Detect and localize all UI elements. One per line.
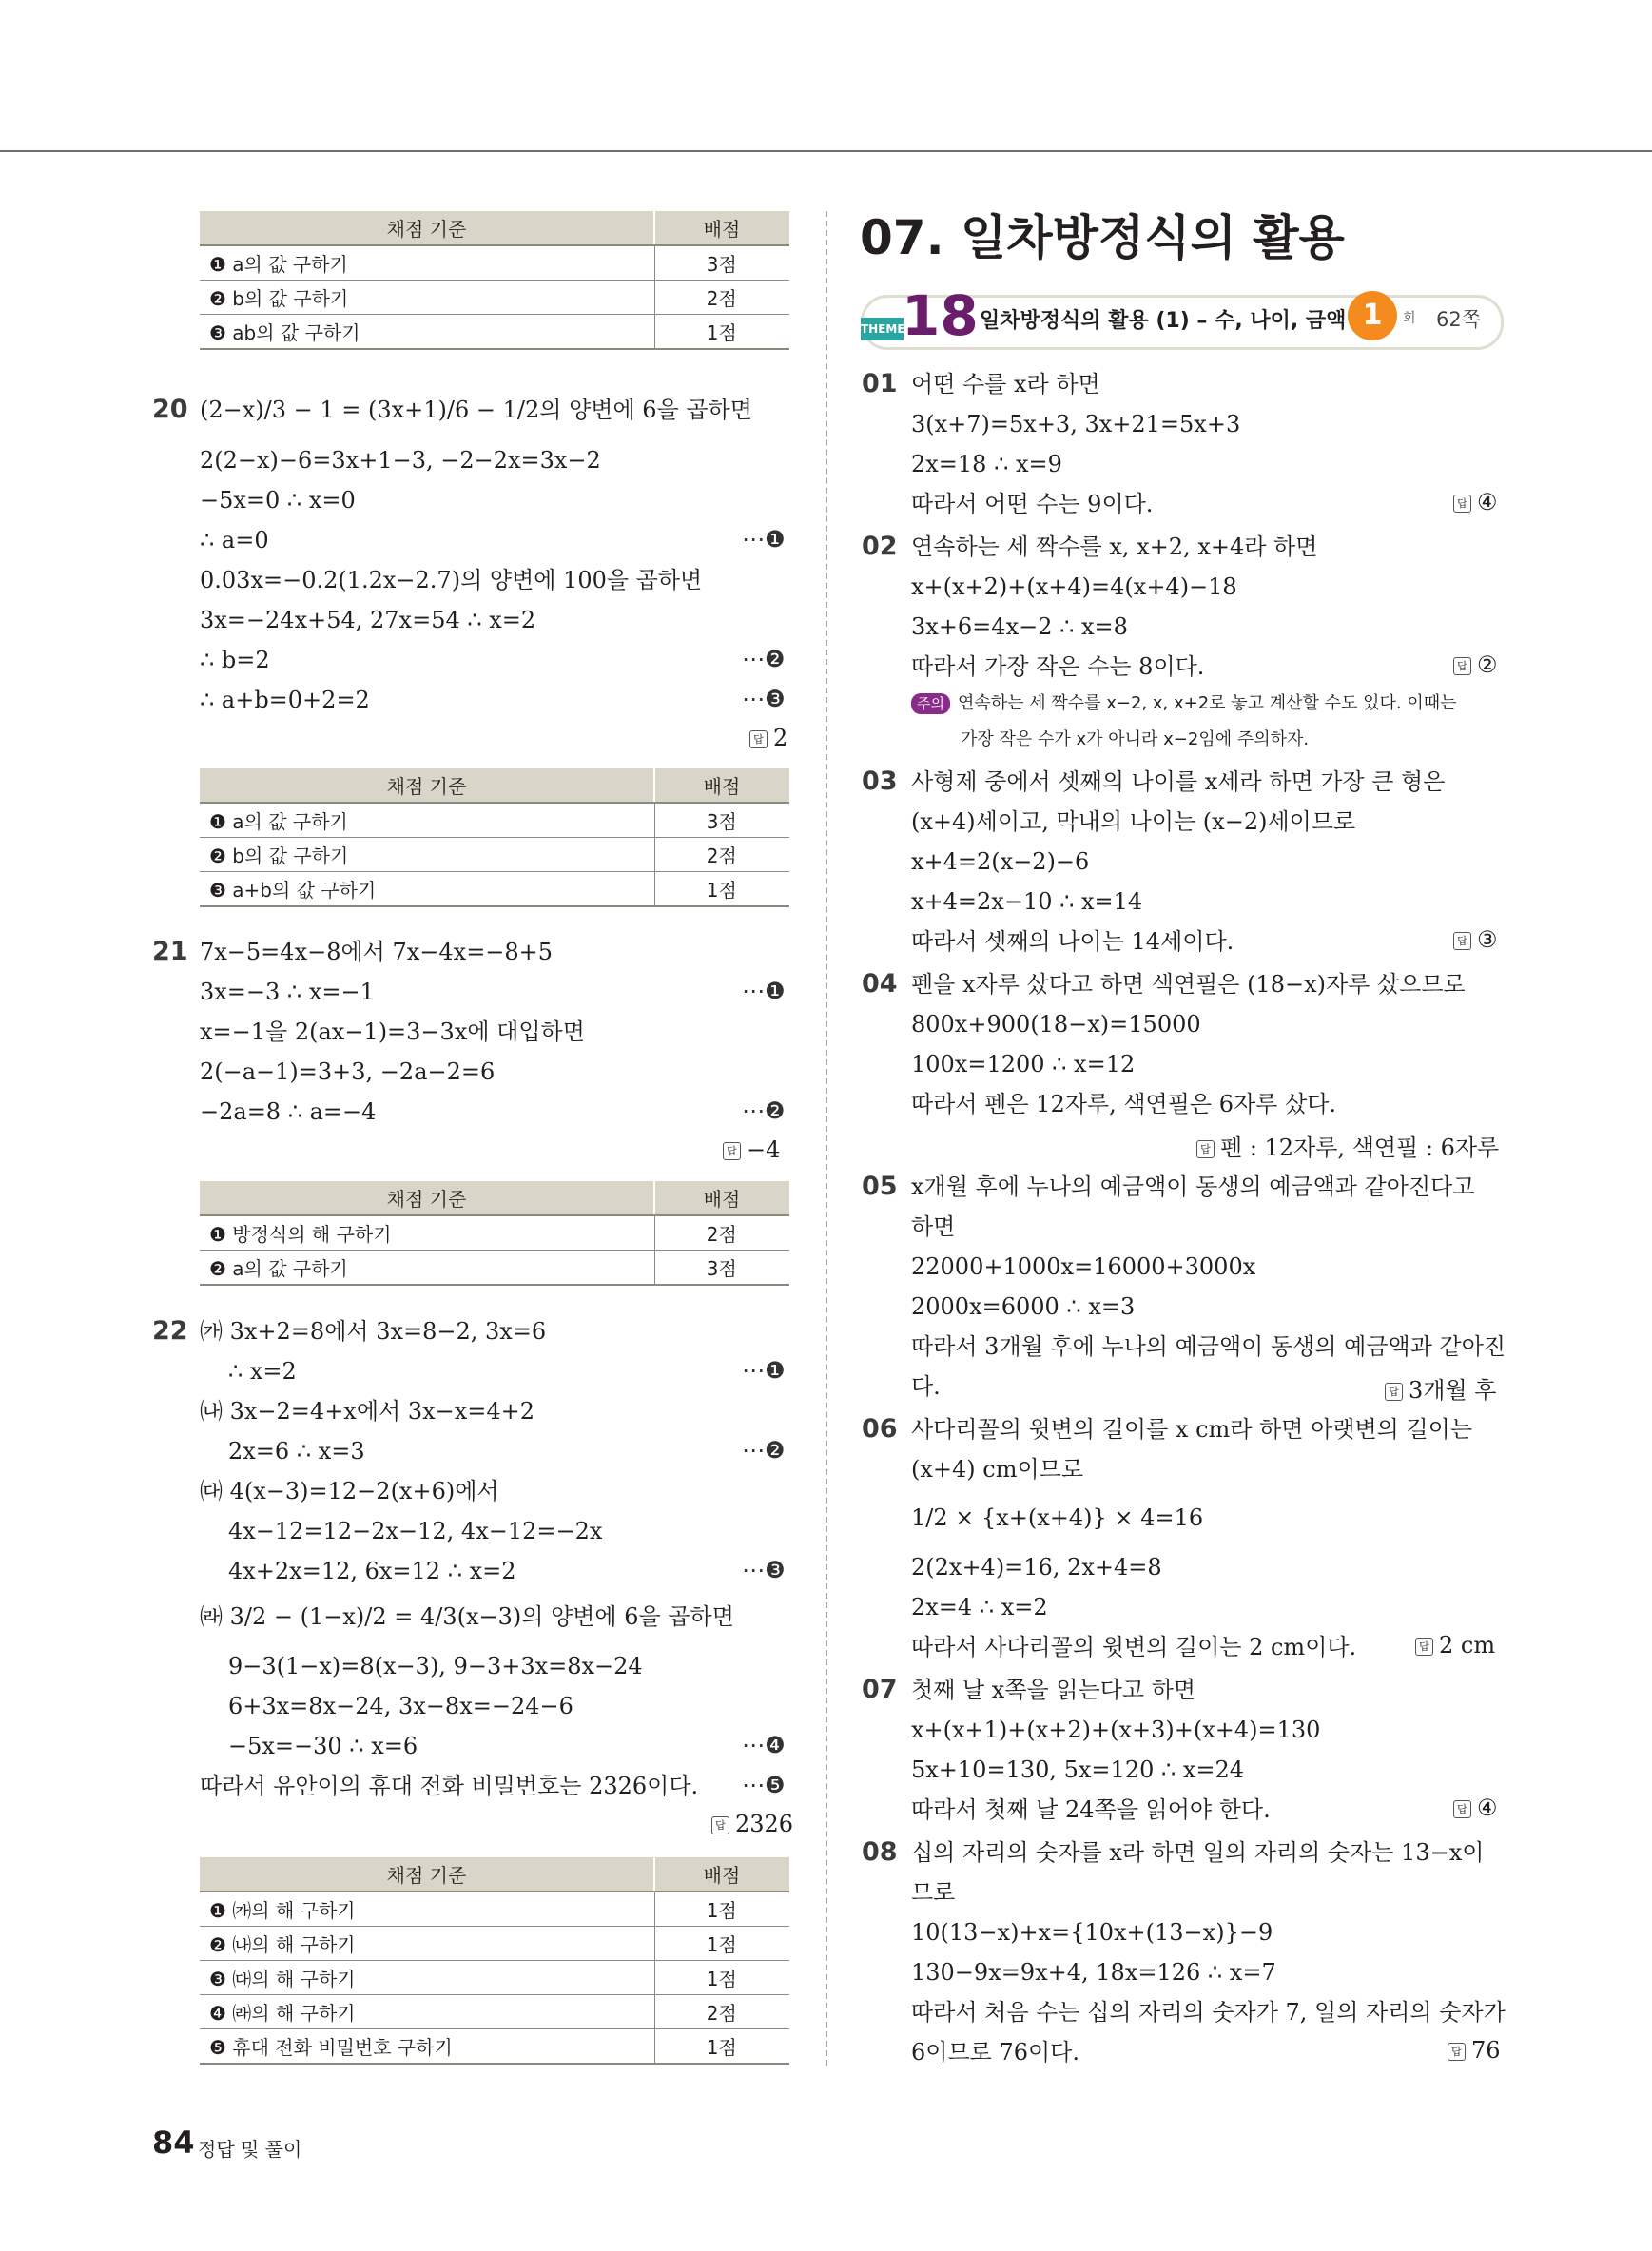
solution-line: 7x−5=4x−8에서 7x−4x=−8+5 [200, 939, 554, 965]
solution-line: 십의 자리의 숫자를 x라 하면 일의 자리의 숫자는 13−x이 [911, 1839, 1485, 1866]
solution-line: 2(2x+4)=16, 2x+4=8 [911, 1554, 1162, 1581]
solution-line: 800x+900(18−x)=15000 [911, 1011, 1201, 1038]
solution-line: −2a=8 ∴ a=−4 [200, 1098, 377, 1125]
solution-line: x+4=2(x−2)−6 [911, 848, 1090, 875]
solution-line: ㈑ 3/2 − (1−x)/2 = 4/3(x−3)의 양변에 6을 곱하면 [200, 1603, 734, 1630]
solution-line: x+(x+1)+(x+2)+(x+3)+(x+4)=130 [911, 1717, 1321, 1743]
solution-line: x=−1을 2(ax−1)=3−3x에 대입하면 [200, 1019, 585, 1045]
grade-header-criteria: 채점 기준 [200, 211, 654, 245]
step-mark: ⋯❸ [742, 1557, 786, 1583]
answer: 답 ④ [1453, 1795, 1498, 1821]
grade-table-19 [200, 211, 789, 350]
solution-line: 3x=−24x+54, 27x=54 ∴ x=2 [200, 607, 536, 633]
solution-line: 2x=4 ∴ x=2 [911, 1594, 1048, 1620]
step-mark: ⋯❹ [742, 1732, 786, 1758]
solution-line: ∴ a=0 [200, 527, 269, 553]
solution-line: 4x−12=12−2x−12, 4x−12=−2x [228, 1518, 603, 1544]
problem-number-08: 08 [862, 1837, 898, 1867]
solution-line: x개월 후에 누나의 예금액이 동생의 예금액과 같아진다고 [911, 1174, 1475, 1200]
table-row: ❶ 방정식의 해 구하기 2점 [200, 1215, 789, 1251]
solution-line: 따라서 펜은 12자루, 색연필은 6자루 샀다. [911, 1091, 1336, 1117]
solution-line: 따라서 어떤 수는 9이다. [911, 491, 1154, 517]
step-mark: ⋯❶ [742, 1357, 786, 1384]
solution-line: 2(2−x)−6=3x+1−3, −2−2x=3x−2 [200, 447, 601, 474]
table-row: ❶ a의 값 구하기 3점 [200, 245, 789, 281]
solution-line: 따라서 첫째 날 24쪽을 읽어야 한다. [911, 1796, 1271, 1823]
solution-line: ∴ b=2 [200, 647, 270, 673]
solution-line: ㈐ 4(x−3)=12−2(x+6)에서 [200, 1478, 499, 1504]
solution-line: 9−3(1−x)=8(x−3), 9−3+3x=8x−24 [228, 1653, 643, 1679]
solution-line: (x+4) cm이므로 [911, 1456, 1084, 1483]
answer-icon: 답 [749, 730, 768, 748]
solution-line: 하면 [911, 1213, 956, 1240]
solution-line: 사다리꼴의 윗변의 길이를 x cm라 하면 아랫변의 길이는 [911, 1416, 1472, 1443]
solution-line: 22000+1000x=16000+3000x [911, 1253, 1256, 1280]
solution-line: 5x+10=130, 5x=120 ∴ x=24 [911, 1756, 1245, 1783]
table-row: ❷ b의 값 구하기 2점 [200, 838, 789, 872]
solution-line: 따라서 처음 수는 십의 자리의 숫자가 7, 일의 자리의 숫자가 [911, 1999, 1506, 2026]
answer: 답 2326 [711, 1811, 793, 1837]
page-number: 84 [152, 2125, 195, 2161]
solution-line: 2(−a−1)=3+3, −2a−2=6 [200, 1058, 496, 1085]
theme-title: 일차방정식의 활용 (1) – 수, 나이, 금액 [980, 309, 1347, 333]
solution-line: 사형제 중에서 셋째의 나이를 x세라 하면 가장 큰 형은 [911, 768, 1446, 795]
solution-line: 130−9x=9x+4, 18x=126 ∴ x=7 [911, 1959, 1276, 1986]
solution-line: 3x+6=4x−2 ∴ x=8 [911, 613, 1128, 640]
table-row: ❸ ab의 값 구하기 1점 [200, 315, 789, 350]
solution-line: ∴ x=2 [228, 1358, 297, 1385]
footer-label: 정답 및 풀이 [198, 2138, 302, 2161]
step-mark: ⋯❸ [742, 686, 786, 712]
solution-line: 따라서 사다리꼴의 윗변의 길이는 2 cm이다. [911, 1634, 1357, 1660]
step-mark: ⋯❺ [742, 1772, 786, 1798]
solution-line: 어떤 수를 x라 하면 [911, 371, 1100, 398]
solution-line: −5x=0 ∴ x=0 [200, 487, 356, 514]
grade-header-score: 배점 [654, 211, 789, 245]
solution-line: x+(x+2)+(x+4)=4(x+4)−18 [911, 573, 1237, 600]
round-badge: 1 [1348, 291, 1397, 340]
problem-number-03: 03 [862, 767, 898, 796]
table-row: ❶ a의 값 구하기 3점 [200, 803, 789, 838]
table-row: ❹ ㈑의 해 구하기 2점 [200, 1995, 789, 2029]
grade-table-21: 채점 기준 배점 ❶ 방정식의 해 구하기 2점 ❷ a의 값 구하기 3점 [200, 1181, 789, 1286]
answer: 답 2 [749, 725, 787, 751]
solution-line: 3x=−3 ∴ x=−1 [200, 979, 375, 1005]
table-row: ❶ ㈎의 해 구하기 1점 [200, 1892, 789, 1927]
problem-number-05: 05 [862, 1172, 898, 1201]
solution-line: ∴ a+b=0+2=2 [200, 687, 370, 713]
caution-note: 주의 연속하는 세 짝수를 x−2, x, x+2로 놓고 계산할 수도 있다. 이때는 [911, 689, 1457, 719]
solution-line: 2x=6 ∴ x=3 [228, 1438, 365, 1465]
grade-table-22: 채점 기준 배점 ❶ ㈎의 해 구하기 1점 ❷ ㈏의 해 구하기 1점 ❸ ㈐의 해 구하기 1점 ❹ ㈑의 해 구하기 2점 ❺ 휴대 전화 비밀번호 구하기 1점 [200, 1857, 789, 2065]
solution-line: 다. [911, 1373, 941, 1400]
solution-line: ㈎ 3x+2=8에서 3x=8−2, 3x=6 [200, 1318, 547, 1345]
problem-number-21: 21 [152, 937, 188, 966]
caution-note: 가장 작은 수가 x가 아니라 x−2임에 주의하자. [961, 729, 1310, 749]
chapter-title: 07. 일차방정식의 활용 [860, 210, 1345, 265]
theme-tag: THEME [861, 318, 904, 340]
table-row: ❸ ㈐의 해 구하기 1점 [200, 1961, 789, 1995]
solution-line: 므로 [911, 1879, 956, 1906]
solution-line: −5x=−30 ∴ x=6 [228, 1733, 418, 1759]
theme-number: 18 [902, 283, 979, 348]
problem-number-04: 04 [862, 969, 898, 999]
solution-line: (x+4)세이고, 막내의 나이는 (x−2)세이므로 [911, 808, 1356, 835]
table-row: ❷ b의 값 구하기 2점 [200, 281, 789, 315]
step-mark: ⋯❷ [742, 1097, 786, 1124]
step-mark: ⋯❷ [742, 646, 786, 672]
answer: 답 ② [1453, 651, 1498, 678]
answer: 답 펜 : 12자루, 색연필 : 6자루 [1196, 1129, 1499, 1162]
solution-line: 연속하는 세 짝수를 x, x+2, x+4라 하면 [911, 534, 1318, 560]
solution-line: 100x=1200 ∴ x=12 [911, 1051, 1136, 1077]
solution-line: ㈏ 3x−2=4+x에서 3x−x=4+2 [200, 1398, 535, 1425]
table-row: ❷ ㈏의 해 구하기 1점 [200, 1927, 789, 1961]
step-mark: ⋯❶ [742, 978, 786, 1004]
solution-line: x+4=2x−10 ∴ x=14 [911, 888, 1143, 915]
solution-line: 첫째 날 x쪽을 읽는다고 하면 [911, 1677, 1196, 1703]
solution-line: 0.03x=−0.2(1.2x−2.7)의 양변에 100을 곱하면 [200, 567, 703, 593]
answer: 답 ③ [1453, 926, 1498, 953]
step-mark: ⋯❷ [742, 1437, 786, 1464]
answer: 답 76 [1448, 2037, 1501, 2064]
problem-number-22: 22 [152, 1316, 188, 1346]
solution-line: 2x=18 ∴ x=9 [911, 451, 1062, 477]
solution-line: 6이므로 76이다. [911, 2039, 1079, 2066]
problem-number-06: 06 [862, 1414, 898, 1444]
table-row: ❷ a의 값 구하기 3점 [200, 1251, 789, 1286]
problem-number-02: 02 [862, 532, 898, 561]
round-suffix: 회 [1403, 311, 1416, 326]
theme-page: 62쪽 [1436, 308, 1482, 331]
solution-line: 6+3x=8x−24, 3x−8x=−24−6 [228, 1693, 573, 1719]
solution-line: 10(13−x)+x={10x+(13−x)}−9 [911, 1919, 1273, 1946]
solution-line: 따라서 유안이의 휴대 전화 비밀번호는 2326이다. [200, 1773, 699, 1799]
table-row: ❺ 휴대 전화 비밀번호 구하기 1점 [200, 2029, 789, 2065]
solution-line: 따라서 셋째의 나이는 14세이다. [911, 928, 1234, 955]
problem-number-01: 01 [862, 369, 898, 398]
top-rule [0, 150, 1652, 152]
solution-line: 4x+2x=12, 6x=12 ∴ x=2 [228, 1558, 516, 1584]
answer: 답 2 cm [1415, 1632, 1495, 1659]
problem-number-20: 20 [152, 395, 188, 424]
answer: 답 ④ [1453, 489, 1498, 515]
table-row: ❸ a+b의 값 구하기 1점 [200, 872, 789, 907]
answer: 답 3개월 후 [1385, 1371, 1496, 1405]
solution-line: 3(x+7)=5x+3, 3x+21=5x+3 [911, 411, 1241, 437]
solution-line: 따라서 3개월 후에 누나의 예금액이 동생의 예금액과 같아진 [911, 1333, 1506, 1360]
solution-line: (2−x)/3 − 1 = (3x+1)/6 − 1/2의 양변에 6을 곱하면 [200, 397, 752, 423]
column-divider [826, 211, 827, 2066]
solution-line: 1/2 × {x+(x+4)} × 4=16 [911, 1504, 1204, 1531]
answer: 답 −4 [723, 1136, 780, 1163]
caution-tag: 주의 [911, 693, 950, 714]
solution-line: 2000x=6000 ∴ x=3 [911, 1293, 1136, 1320]
step-mark: ⋯❶ [742, 526, 786, 553]
problem-number-07: 07 [862, 1675, 898, 1704]
solution-line: 펜을 x자루 샀다고 하면 색연필은 (18−x)자루 샀으므로 [911, 971, 1466, 998]
grade-table-20: 채점 기준 배점 ❶ a의 값 구하기 3점 ❷ b의 값 구하기 2점 ❸ a+b의 값 구하기 1점 [200, 768, 789, 907]
solution-line: 따라서 가장 작은 수는 8이다. [911, 653, 1205, 680]
